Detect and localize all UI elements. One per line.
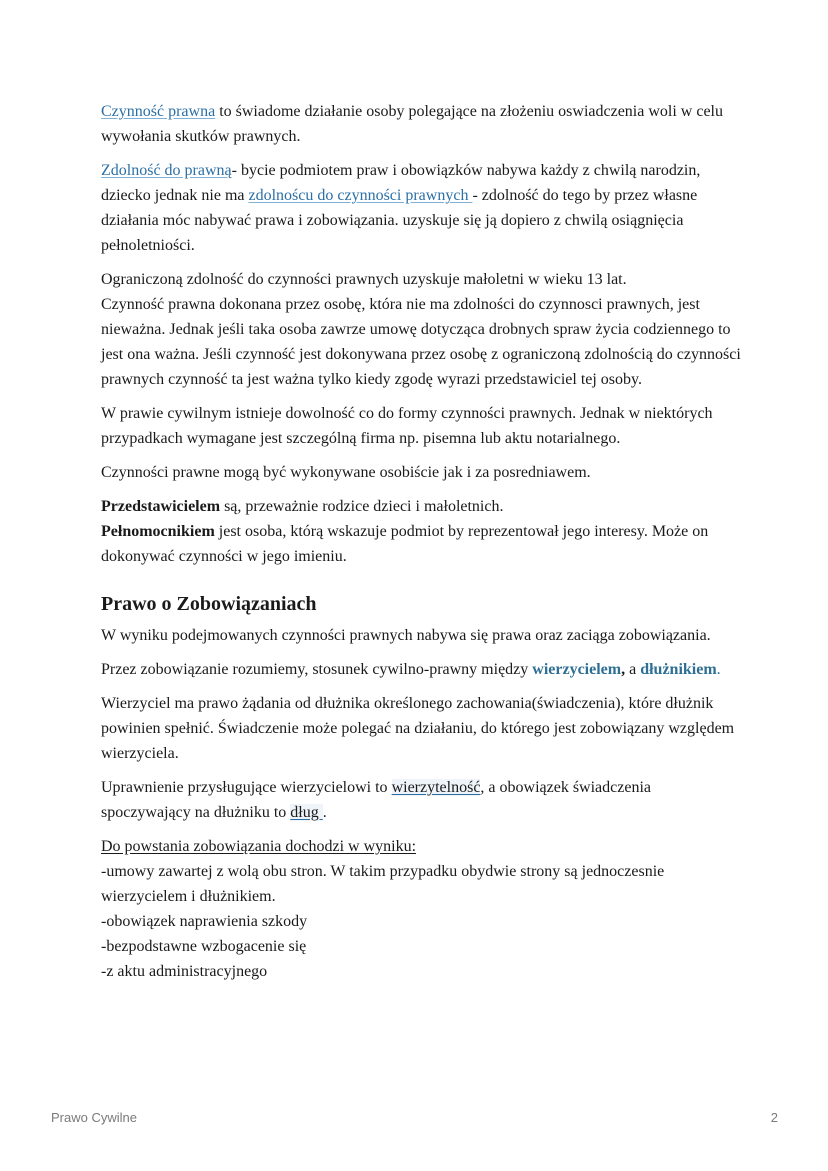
footer-title: Prawo Cywilne (51, 1110, 137, 1125)
link-wierzytelnosc[interactable]: wierzytelność (391, 779, 481, 796)
paragraph-limited-capacity: Ograniczoną zdolność do czynności prawnych uzyskuje małoletni w wieku 13 lat. Czynność prawna dokonana przez osobę, która nie ma zdolności do czynnosci prawnych, jest nieważna. Jednak jeśli taka osoba zawrze umowę dotycząca drobnych spraw życia codziennego to jest ona ważna. Jeśli czynność jest dokonywana przez osobę z ograniczoną zdolnością do czynności prawnych czynność ta jest ważna tylko kiedy zgodę wyrazi przedstawiciel tej osoby. (101, 271, 741, 388)
paragraph-legal-capacity: Zdolność do prawną- bycie podmiotem praw i obowiązków nabywa każdy z chwilą narodzin, dziecko jednak nie ma zdolnoścu do czynności prawnych - zdolność do tego by przez własne działania móc nabywać prawa i zobowiązania. uzyskuje się ją dopiero z chwilą osiągnięcia pełnoletniości. (101, 162, 701, 254)
list-item: -bezpodstawne wzbogacenie się (101, 938, 307, 955)
page-number: 2 (770, 1110, 778, 1125)
paragraph-obligations-intro: W wyniku podejmowanych czynności prawnych nabywa się prawa oraz zaciąga zobowiązania. (101, 627, 711, 644)
paragraph-representatives: Przedstawicielem są, przeważnie rodzice dzieci i małoletnich. Pełnomocnikiem jest osoba, którą wskazuje podmiot by reprezentował jego interesy. Może on dokonywać czynności w jego imieniu. (101, 498, 709, 565)
term-wierzyciel: wierzycielem (532, 661, 622, 678)
paragraph-obligation-definition: Przez zobowiązanie rozumiemy, stosunek cywilno-prawny między wierzycielem, a dłużnikiem. (101, 661, 721, 678)
link-zdolnosc-czynnosci[interactable]: zdolnoścu do czynności prawnych (248, 187, 473, 204)
section-heading: Prawo o Zobowiązaniach (101, 593, 317, 615)
paragraph-form: W prawie cywilnym istnieje dowolność co do formy czynności prawnych. Jednak w niektórych przypadkach wymagane jest szczególną firma np. pisemna lub aktu notarialnego. (101, 405, 713, 447)
link-zdolnosc-prawna[interactable]: Zdolność do prawną (101, 162, 232, 179)
sources-title: Do powstania zobowiązania dochodzi w wyniku: (101, 838, 417, 855)
link-czynnosc-prawna[interactable]: Czynność prawna (101, 103, 216, 120)
link-dlug[interactable]: dług (290, 804, 323, 821)
term-pelnomocnik: Pełnomocnikiem (101, 523, 215, 540)
term-dluznik: dłużnikiem (640, 661, 717, 678)
paragraph-creditor-rights: Wierzyciel ma prawo żądania od dłużnika określonego zachowania(świadczenia), które dłużnik powinien spełnić. Świadczenie może polegać na działaniu, do którego jest zobowiązany względem wierzyciela. (101, 695, 735, 762)
list-item: -obowiązek naprawienia szkody (101, 913, 308, 930)
list-item: -z aktu administracyjnego (101, 963, 268, 980)
paragraph-claim-debt: Uprawnienie przysługujące wierzycielowi to wierzytelność, a obowiązek świadczenia spoczywający na dłużniku to dług . (101, 779, 652, 821)
paragraph-personal: Czynności prawne mogą być wykonywane osobiście jak i za posredniawem. (101, 464, 591, 481)
term-przedstawiciel: Przedstawicielem (101, 498, 221, 515)
paragraph-sources (101, 834, 741, 984)
paragraph-legal-act: Czynność prawna to świadome działanie osoby polegające na złożeniu oswiadczenia woli w celu wywołania skutków prawnych. (101, 103, 723, 145)
list-item: -umowy zawartej z wolą obu stron. W takim przypadku obydwie strony są jednoczesnie wierzycielem i dłużnikiem. (101, 863, 665, 905)
document-body (101, 99, 741, 993)
